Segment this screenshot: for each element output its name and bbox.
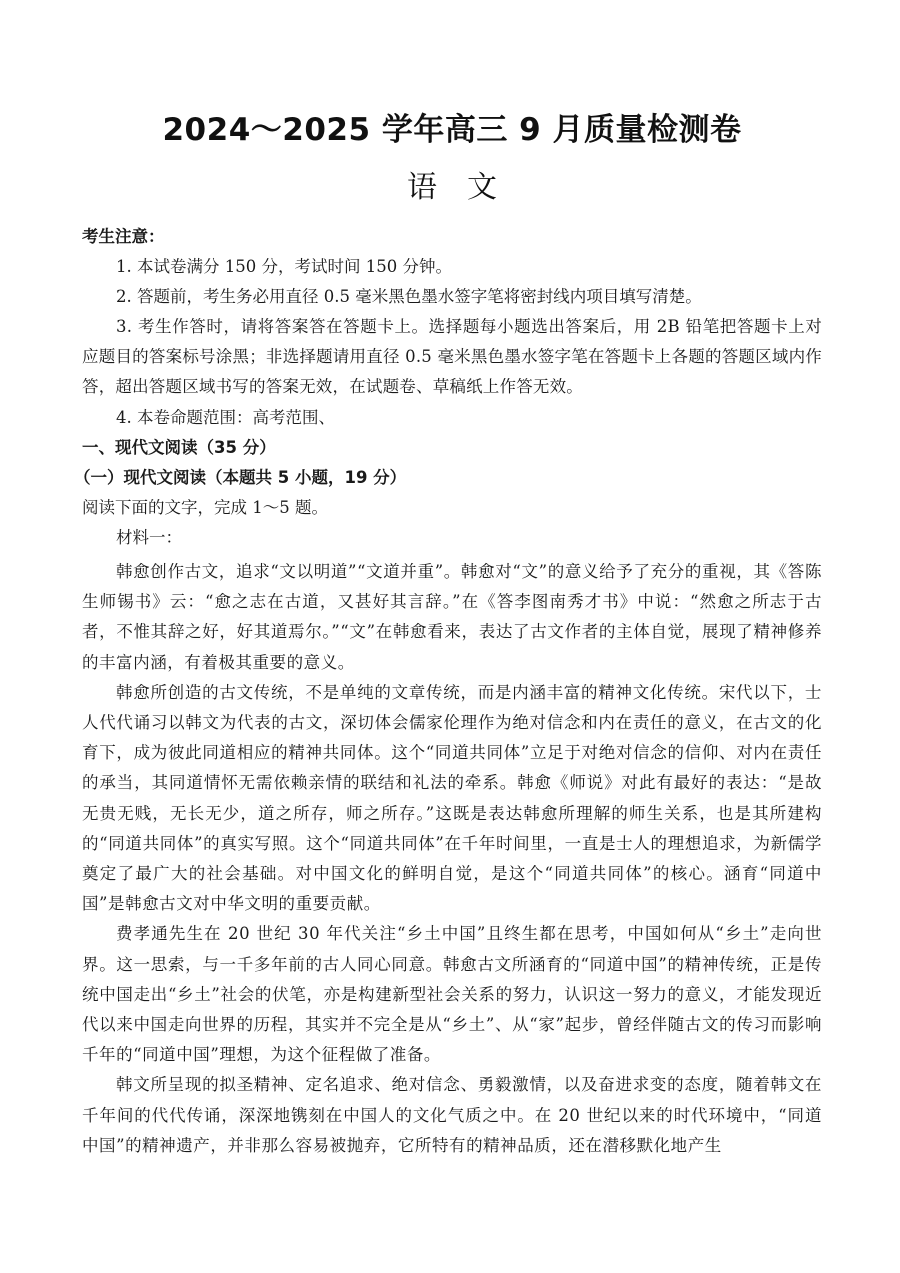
- subject-title: [82, 166, 822, 210]
- reading-instruction: 阅读下面的文字，完成 1～5 题。: [82, 497, 328, 517]
- subject-char-2: 文: [467, 170, 497, 205]
- subject-char-1: 语: [407, 170, 437, 205]
- exam-title: 2024～2025 学年高三 9 月质量检测卷: [162, 112, 742, 148]
- notice-item-2: 2. 答题前，考生务必用直径 0.5 毫米黑色墨水签字笔将密封线内项目填写清楚。: [116, 287, 702, 306]
- material-label: 材料一：: [116, 527, 182, 547]
- article-body: [82, 557, 822, 1161]
- notice-item-4: 4. 本卷命题范围：高考范围、: [116, 407, 335, 427]
- section-subheading: （一）现代文阅读（本题共 5 小题，19 分）: [74, 467, 407, 487]
- notice-section: [74, 222, 822, 553]
- article-paragraph-3: 费孝通先生在 20 世纪 30 年代关注“乡土中国”且终生都在思考，中国如何从“乡土”走向世界。这一思索，与一千多年前的古人同心同意。韩愈古文所涵育的“同道中国”的精神传统，正是传统中国走出“乡土”社会的伏笔，亦是构建新型社会关系的努力，认识这一努力的意义，才能发现近代以来中国走向世界的历程，其实并不完全是从“乡土”、从“家”起步，曾经伴随古文的传习而影响千年的“同道中国”理想，为这个征程做了准备。: [82, 924, 822, 1065]
- article-paragraph-4: 韩文所呈现的拟圣精神、定名追求、绝对信念、勇毅激情，以及奋进求变的态度，随着韩文在千年间的代代传诵，深深地镌刻在中国人的文化气质之中。在 20 世纪以来的时代环境中，“同道中国”的精神遗产，并非那么容易被抛弃，它所特有的精神品质，还在潜移默化地产生: [82, 1075, 822, 1155]
- section-heading: 一、现代文阅读（35 分）: [82, 437, 276, 457]
- notice-item-3: 3. 考生作答时，请将答案答在答题卡上。选择题每小题选出答案后，用 2B 铅笔把答题卡上对应题目的答案标号涂黑；非选择题请用直径 0.5 毫米黑色墨水签字笔在答题卡上各题的答题区域内作答，超出答题区域书写的答案无效，在试题卷、草稿纸上作答无效。: [82, 317, 822, 397]
- article-paragraph-2: 韩愈所创造的古文传统，不是单纯的文章传统，而是内涵丰富的精神文化传统。宋代以下，士人代代诵习以韩文为代表的古文，深切体会儒家伦理作为绝对信念和内在责任的意义，在古文的化育下，成为彼此同道相应的精神共同体。这个“同道共同体”立足于对绝对信念的信仰、对内在责任的承当，其同道情怀无需依赖亲情的联结和礼法的牵系。韩愈《师说》对此有最好的表达：“是故无贵无贱，无长无少，道之所存，师之所存。”这既是表达韩愈所理解的师生关系，也是其所建构的“同道共同体”的真实写照。这个“同道共同体”在千年时间里，一直是士人的理想追求，为新儒学奠定了最广大的社会基础。对中国文化的鲜明自觉，是这个“同道共同体”的核心。涵育“同道中国”是韩愈古文对中华文明的重要贡献。: [82, 682, 822, 914]
- notice-heading: 考生注意：: [82, 227, 165, 246]
- article-paragraph-1: 韩愈创作古文，追求“文以明道”“文道并重”。韩愈对“文”的意义给予了充分的重视，其《答陈生师锡书》云：“愈之志在古道，又甚好其言辞。”在《答李图南秀才书》中说：“然愈之所志于古者，不惟其辞之好，好其道焉尔。”“文”在韩愈看来，表达了古文作者的主体自觉，展现了精神修养的丰富内涵，有着极其重要的意义。: [82, 562, 822, 672]
- notice-item-1: 1. 本试卷满分 150 分，考试时间 150 分钟。: [116, 257, 452, 276]
